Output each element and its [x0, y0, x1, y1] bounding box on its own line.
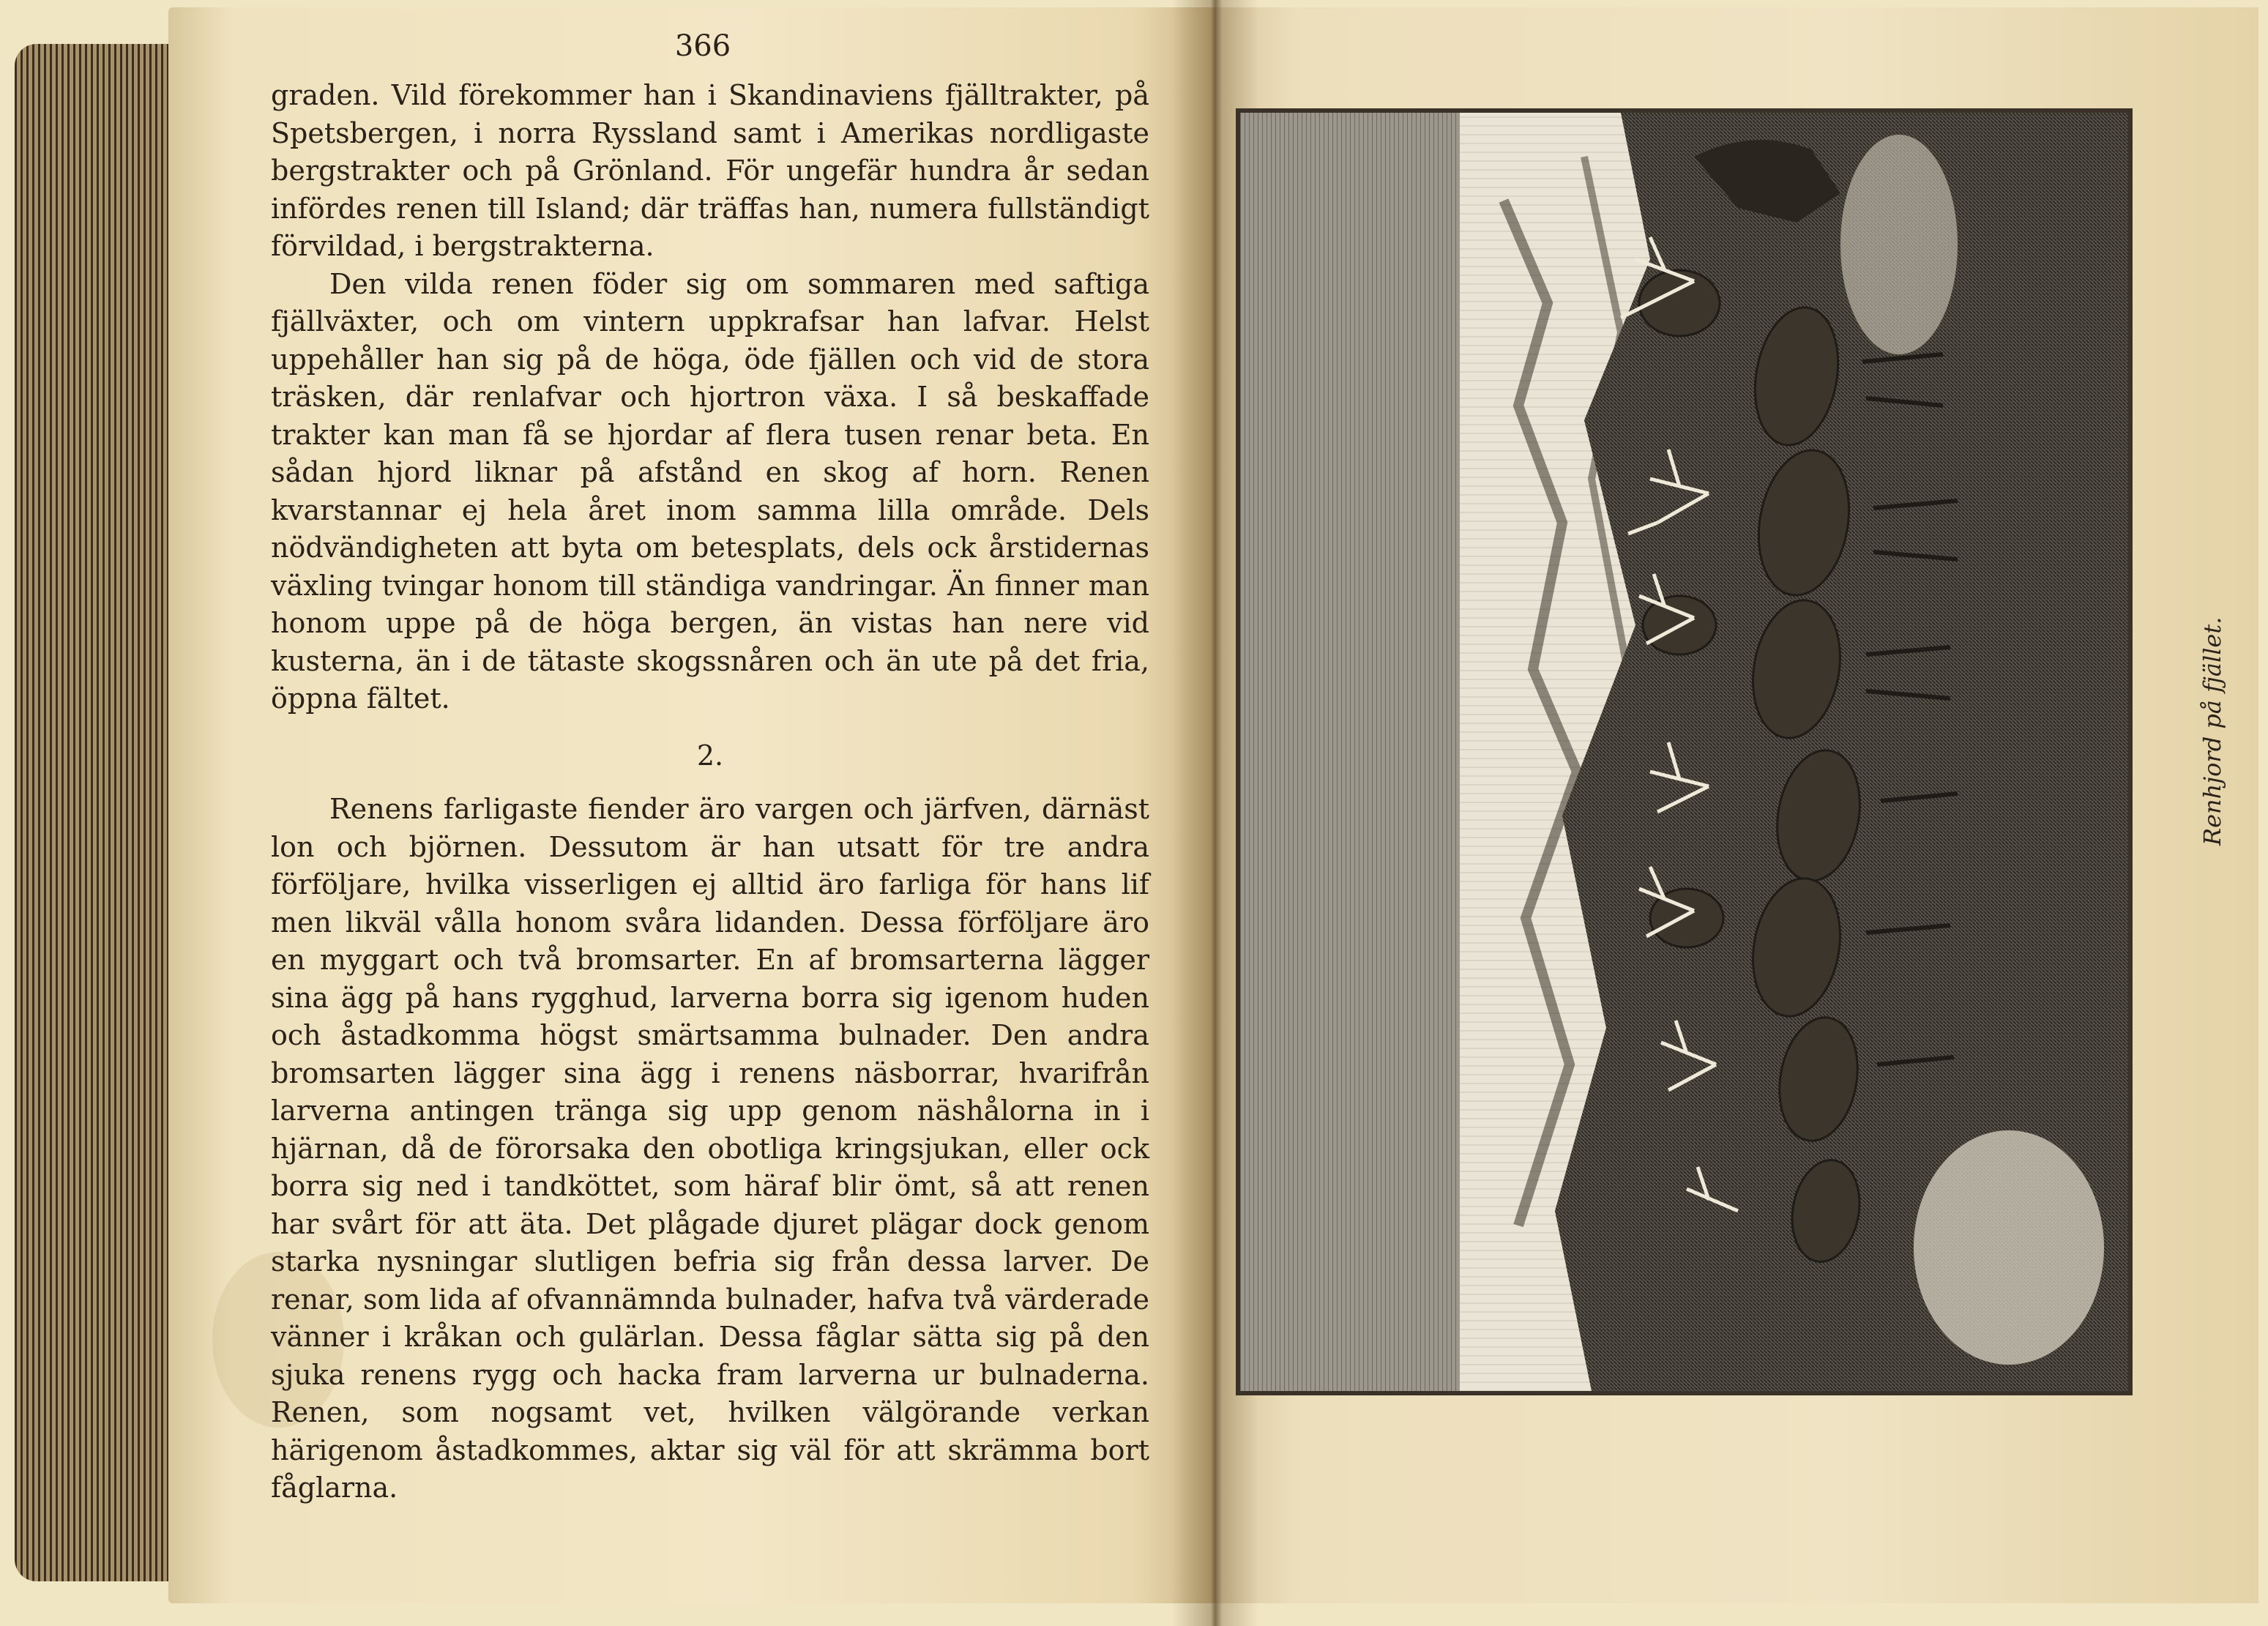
page-number: 366 — [674, 29, 731, 63]
section-number: 2. — [696, 739, 724, 772]
text-column — [271, 77, 1149, 1507]
snow-patch — [1914, 1130, 2104, 1365]
illustration-caption: Renhjord på fjället. — [2198, 616, 2226, 846]
reindeer-engraving — [1240, 113, 2128, 1391]
snow-patch — [1840, 135, 1958, 354]
paragraph-3: Renens farligaste fiender äro vargen och järfven, därnäst lon och björnen. Dessutom är han utsatt för tre andra förföljare, hvilka visserligen ej alltid äro farliga för hans lif men likväl vålla honom svåra lidanden. Dessa förföljare äro en myggart och två bromsarter. En af bromsarterna lägger sina ägg på hans rygghud, larverna borra sig igenom huden och åstadkomma högst smärtsamma bulnader. Den andra bromsarten lägger sina ägg i renens näsborrar, hvarifrån larverna antingen tränga sig upp genom näshålorna in i hjärnan, då de förorsaka den obotliga kringsjukan, eller ock borra sig ned i tandköttet, som häraf blir ömt, så att renen har svårt för att äta. Det plågade djuret plägar dock genom starka nysningar slutligen befria sig från dessa larver. De renar, som lida af ofvannämnda bulnader, hafva två värderade vänner i kråkan och gulärlan. Dessa fåglar sätta sig på den sjuka renens rygg och hacka fram larverna ur bulnaderna. Renen, som nogsamt vet, hvilken välgörande verkan härigenom åstadkommes, aktar sig väl för att skrämma bort fåglarna. — [271, 793, 1149, 1504]
paragraph-2: Den vilda renen föder sig om sommaren med saftiga fjällväxter, och om vintern uppkrafsar han lafvar. Helst uppehåller han sig på de höga, öde fjällen och vid de stora träsken, där renlafvar och hjortron växa. I så beskaffade trakter kan man få se hjordar af flera tusen renar beta. En sådan hjord liknar på afstånd en skog af horn. Renen kvarstannar ej hela året inom samma lilla område. Dels nödvändigheten att byta om betesplats, dels ock årstidernas växling tvingar honom till ständiga vandringar. Än finner man honom uppe på de höga bergen, än vistas han nere vid kusterna, än i de tätaste skogssnåren och än ute på det fria, öppna fältet. — [271, 267, 1149, 715]
page-edges — [15, 44, 183, 1581]
illustration-plate — [1236, 108, 2133, 1395]
paragraph-1: graden. Vild förekommer han i Skandinaviens fjälltrakter, på Spetsbergen, i norra Ryssland samt i Amerikas nordligaste bergstrakter och på Grönland. För ungefär hundra år sedan infördes renen till Island; där träffas han, numera fullständigt förvildad, i bergstrakterna. — [271, 79, 1149, 262]
sky-area — [1240, 113, 1460, 1391]
